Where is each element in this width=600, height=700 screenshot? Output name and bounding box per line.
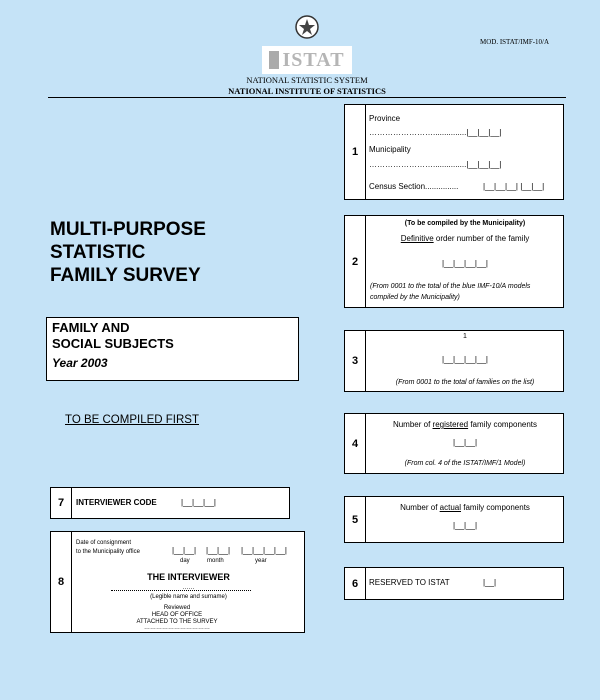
date-label-2: to the Municipality office (76, 549, 140, 555)
census-field[interactable]: |__|__|__| |__|__| (483, 182, 545, 191)
logo-text: ISTAT (282, 48, 345, 71)
province-label: Province (369, 114, 401, 123)
day-field[interactable]: |__|__| (172, 546, 197, 555)
box-consignment (50, 531, 305, 633)
compile-first-label: TO BE COMPILED FIRST (65, 414, 199, 426)
institute-name: NATIONAL INSTITUTE OF STATISTICS (228, 86, 386, 96)
box-number: 6 (345, 568, 366, 599)
legible-caption: (Legible name and surname) (150, 594, 227, 600)
signature-line-2: …………………………… (144, 625, 210, 631)
attached-label: ATTACHED TO THE SURVEY (136, 619, 218, 625)
box-order-number (344, 215, 564, 308)
system-name: NATIONAL STATISTIC SYSTEM (246, 75, 368, 85)
signature-rule (111, 590, 251, 591)
box4-note: (From col. 4 of the ISTAT/IMF/1 Model) (404, 460, 526, 467)
box-actual-components (344, 496, 564, 543)
census-label: Census Section............... (369, 182, 459, 191)
definitive-word: Definitive (400, 234, 434, 243)
actual-word: actual (439, 503, 461, 512)
subject-box (46, 317, 299, 381)
year-caption: year (255, 558, 267, 564)
box-number: 3 (345, 331, 366, 391)
box-number: 5 (345, 497, 366, 542)
box-number: 4 (345, 414, 366, 473)
interviewer-code-label: INTERVIEWER CODE (76, 498, 157, 507)
family-number-field[interactable]: |__|__|__|__| (442, 355, 488, 364)
box-number: 8 (51, 532, 72, 632)
subject-line-1: FAMILY AND (52, 320, 130, 335)
emblem-icon (294, 14, 320, 40)
box4-label-pre: Number of (392, 420, 433, 429)
registered-word: registered (432, 420, 469, 429)
month-caption: month (207, 558, 224, 564)
registered-components-field[interactable]: |__|__| (452, 438, 478, 447)
title-line-2: STATISTIC (50, 242, 146, 263)
reserved-field[interactable]: |__| (483, 578, 497, 587)
year-field[interactable]: |__|__|__|__| (241, 546, 287, 555)
box-number: 2 (345, 216, 366, 307)
box4-label-post: family components (468, 420, 538, 429)
box-reserved-istat (344, 567, 564, 600)
box5-label-pre: Number of (400, 503, 440, 512)
box3-note: (From 0001 to the total of families on the list) (395, 379, 535, 386)
survey-title (50, 218, 206, 287)
order-number-field[interactable]: |__|__|__|__| (442, 259, 488, 268)
box-location (344, 104, 564, 200)
box-family-list (344, 330, 564, 392)
subject-line-2: SOCIAL SUBJECTS (52, 336, 174, 351)
title-line-1: MULTI-PURPOSE (50, 219, 206, 240)
box-number: 7 (51, 488, 72, 518)
istat-logo (262, 46, 352, 74)
reserved-label: RESERVED TO ISTAT (369, 578, 450, 587)
date-label-1: Date of consignment (76, 540, 132, 546)
day-caption: day (180, 558, 190, 564)
box2-line-rest: order number of the family (433, 234, 530, 243)
title-line-3: FAMILY SURVEY (50, 265, 201, 286)
box-registered-components (344, 413, 564, 474)
month-field[interactable]: |__|__| (206, 546, 231, 555)
reviewed-label: Reviewed (163, 605, 191, 611)
box2-heading: (To be compiled by the Municipality) (404, 220, 526, 227)
box5-label-post: family components (461, 503, 530, 512)
municipality-field[interactable]: ……………………...............|__|__|__| (369, 160, 502, 169)
box2-line (367, 234, 563, 243)
box-interviewer-code (50, 487, 290, 519)
province-field[interactable]: ……………………...............|__|__|__| (369, 128, 502, 137)
box3-top: 1 (463, 333, 467, 340)
interviewer-heading: THE INTERVIEWER (147, 572, 230, 582)
municipality-label: Municipality (369, 145, 411, 154)
subject-year: Year 2003 (52, 356, 108, 370)
head-of-office-label: HEAD OF OFFICE (151, 612, 203, 618)
box2-note: (From 0001 to the total of the blue IMF-10/A models compiled by the Municipality) (370, 283, 531, 301)
interviewer-code-field[interactable]: |__|__|__| (181, 498, 217, 507)
box-number: 1 (345, 105, 366, 199)
actual-components-field[interactable]: |__|__| (452, 521, 478, 530)
header-divider (48, 97, 566, 98)
signature-line-1: …… (182, 585, 195, 591)
box4-label (367, 420, 563, 429)
form-code: MOD. ISTAT/IMF-10/A (480, 38, 550, 46)
box5-label (367, 503, 563, 512)
